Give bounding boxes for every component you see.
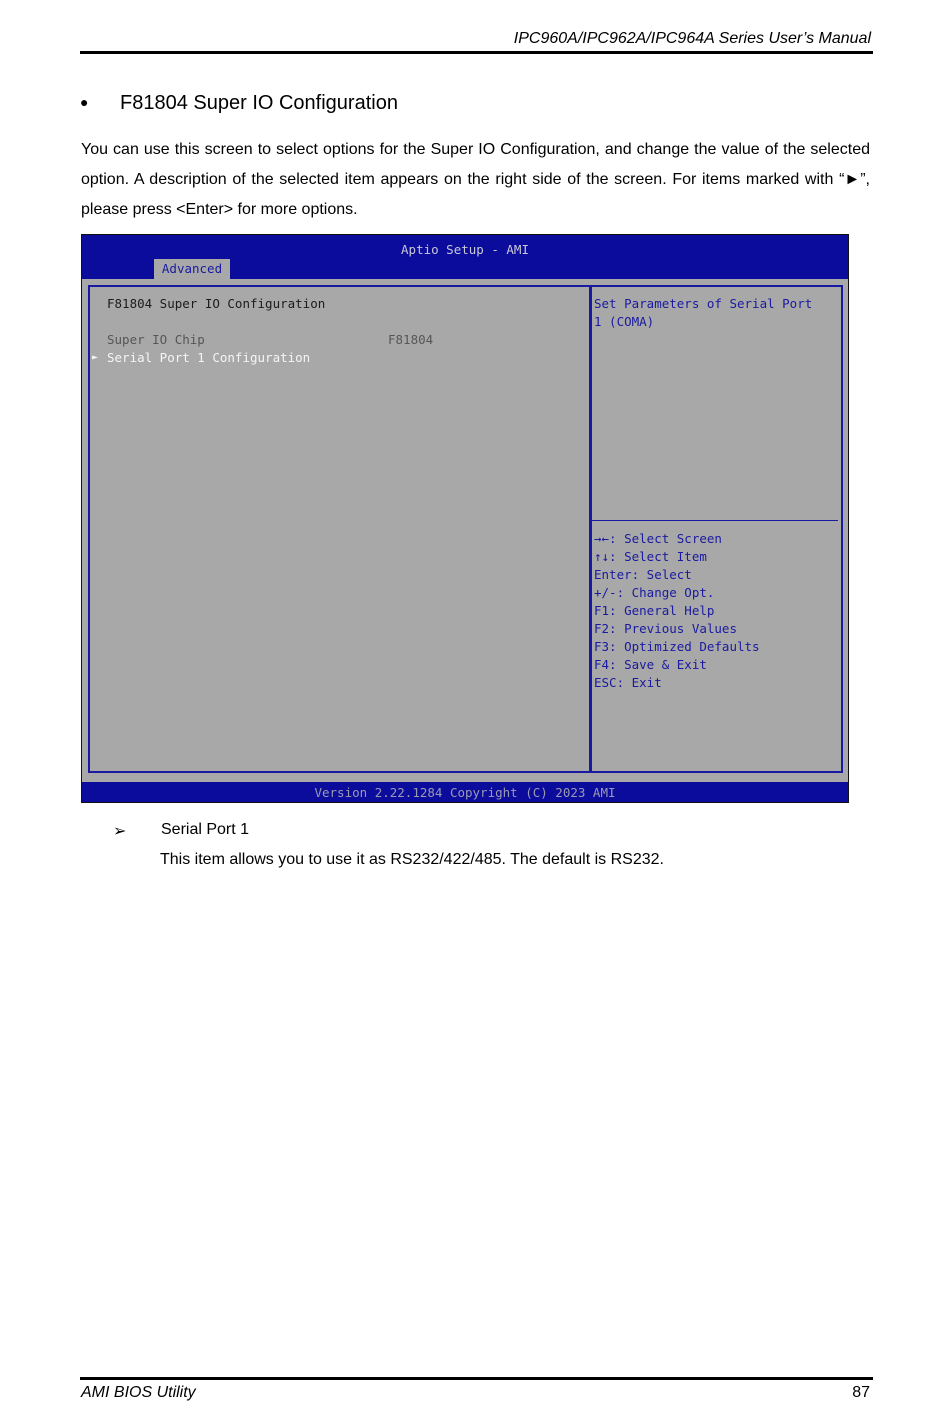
key-select-screen: →←: Select Screen (594, 531, 722, 546)
key-previous-values: F2: Previous Values (594, 621, 737, 636)
bullet-icon: ● (80, 94, 89, 110)
help-text-line-2: 1 (COMA) (594, 314, 655, 329)
bios-title: Aptio Setup - AMI (401, 242, 529, 257)
header-rule (80, 51, 873, 54)
submenu-arrow-icon: ► (92, 352, 99, 363)
footer-rule (80, 1377, 873, 1380)
intro-paragraph: You can use this screen to select options for the Super IO Configuration, and change the value of the selected option. A description of the selected item appears on the right side of the screen. For items marked with “►”, please press <Enter> for more options. (81, 141, 870, 218)
subsection-title: Serial Port 1 (161, 821, 250, 838)
section-heading-text: F81804 Super IO Configuration (120, 92, 398, 114)
bios-title-bar (82, 235, 848, 279)
bios-version: Version 2.22.1284 Copyright (C) 2023 AMI (314, 785, 616, 800)
bios-status-bar (82, 782, 848, 802)
key-change-opt: +/-: Change Opt. (594, 585, 715, 600)
bios-page-title: F81804 Super IO Configuration (107, 296, 326, 311)
arrow-bullet-icon: ➢ (113, 823, 127, 840)
key-optimized-defaults: F3: Optimized Defaults (594, 639, 760, 654)
page-number: 87 (852, 1384, 870, 1401)
help-text-line-1: Set Parameters of Serial Port (594, 296, 813, 311)
super-io-chip-value: F81804 (388, 332, 434, 347)
serial-port-1-configuration-item[interactable]: Serial Port 1 Configuration (107, 350, 311, 365)
tab-advanced[interactable]: Advanced (154, 259, 230, 279)
key-select-item: ↑↓: Select Item (594, 549, 707, 564)
manual-title: IPC960A/IPC962A/IPC964A Series User’s Manual (513, 30, 871, 47)
bios-help-divider (592, 520, 838, 521)
super-io-chip-label: Super IO Chip (107, 332, 205, 347)
key-save-exit: F4: Save & Exit (594, 657, 707, 672)
key-enter-select: Enter: Select (594, 567, 692, 582)
bios-help-panel (590, 285, 843, 773)
section-heading (80, 92, 398, 115)
subsection-description: This item allows you to use it as RS232/422/485. The default is RS232. (160, 851, 664, 868)
key-general-help: F1: General Help (594, 603, 715, 618)
bios-screenshot (81, 234, 849, 803)
footer-chapter: AMI BIOS Utility (81, 1384, 196, 1401)
key-esc-exit: ESC: Exit (594, 675, 662, 690)
